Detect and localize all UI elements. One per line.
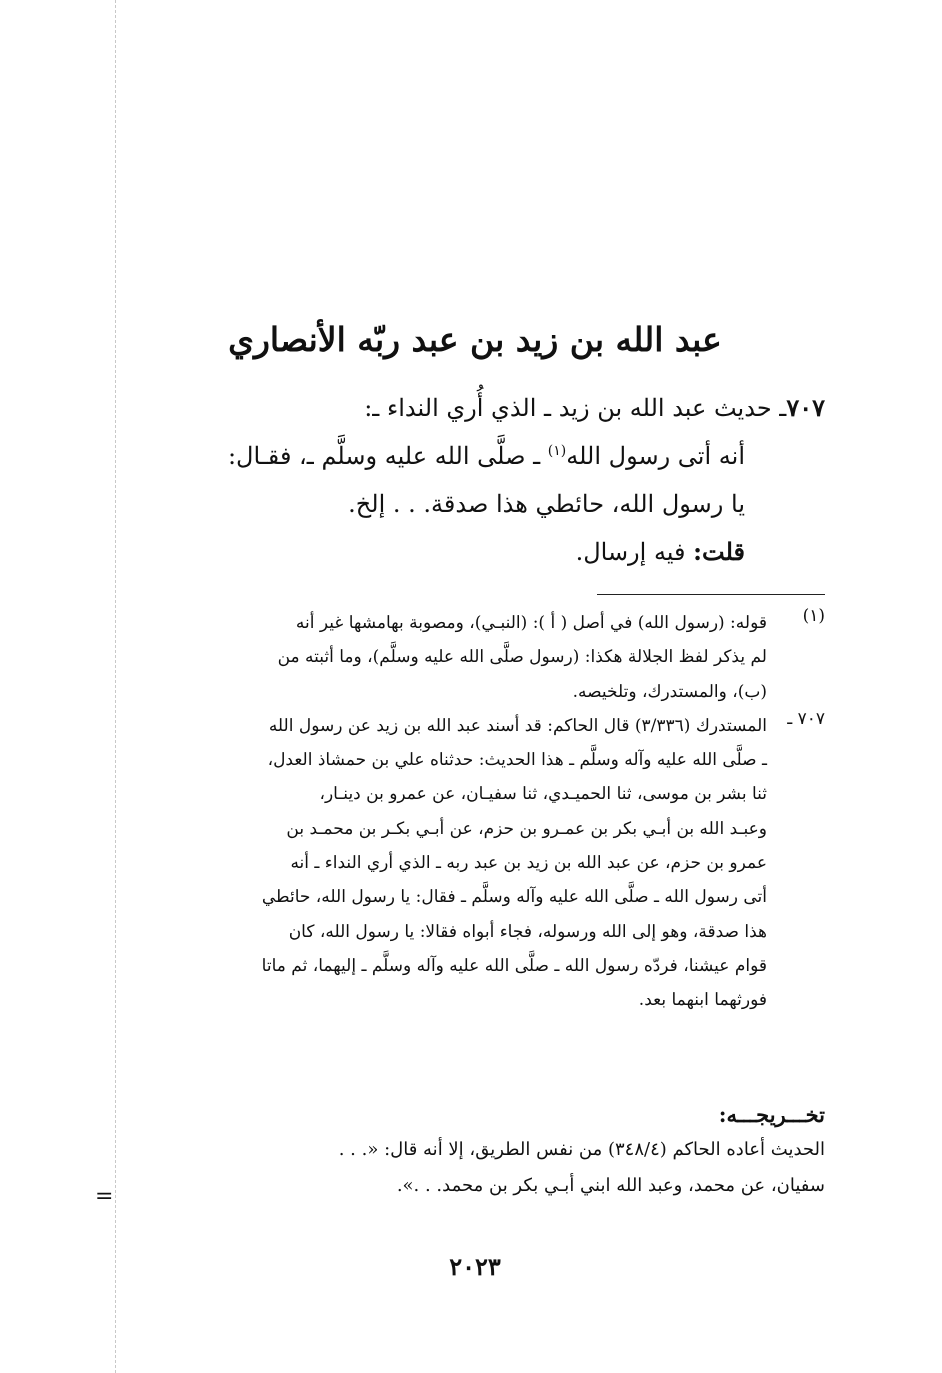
- commentary-number: ٧٠٧ ـ: [787, 708, 825, 729]
- hadith-line-2: [125, 432, 825, 480]
- commentary-line: المستدرك (٣/٣٣٦) قال الحاكم: قد أسند عبد الله بن زيد عن رسول الله: [268, 715, 767, 736]
- hadith-line-3: يا رسول الله، حائطي هذا صدقة. . . إلخ.: [348, 490, 745, 518]
- footnote-line: قوله: (رسول الله) في أصل ( أ ): (النبـي)، ومصوبة بهامشها غير أنه: [295, 613, 767, 633]
- commentary-line: قوام عيشنا، فردّه رسول الله ـ صلَّى الله عليه وآله وسلَّم ـ إليهما، ثم ماتا: [261, 955, 767, 976]
- footnotes: [125, 606, 825, 1018]
- section-heading: عبد الله بن زيد بن عبد ربّه الأنصاري: [228, 320, 722, 359]
- footnote-number: (١): [802, 606, 825, 626]
- takhrij-section: [125, 1098, 825, 1204]
- takhrij-line: سفيان، عن محمد، وعبد الله ابني أبـي بكر بن محمد. . .».: [396, 1175, 825, 1196]
- commentary-line: أتى رسول الله ـ صلَّى الله عليه وآله وسلَّم ـ فقال: يا رسول الله، حائطي: [261, 887, 767, 908]
- qultu-label: قلت:: [693, 537, 745, 566]
- hadith-number: ٧٠٧: [786, 393, 825, 422]
- takhrij-line: الحديث أعاده الحاكم (٣٤٨/٤) من نفس الطريق، إلا أنه قال: «. . .: [338, 1139, 825, 1160]
- continuation-mark: =: [95, 1184, 114, 1209]
- footnote-line: لم يذكر لفظ الجلالة هكذا: (رسول صلَّى الله عليه وسلَّم)، وما أثبته من: [277, 647, 767, 668]
- binding-line: [115, 0, 116, 1373]
- takhrij-title: تخـــريجـــه:: [718, 1102, 825, 1127]
- hadith-text: [125, 384, 825, 576]
- commentary-line: فورثهما ابنهما بعد.: [638, 990, 767, 1011]
- commentary-line: ثنا بشر بن موسى، ثنا الحميـدي، ثنا سفيـان، عن عمرو بن دينـار،: [319, 784, 767, 805]
- commentary-line: عمرو بن حزم، عن عبد الله بن زيد بن عبد ربه ـ الذي أري النداء ـ أنه: [290, 853, 767, 874]
- commentary-707: [125, 709, 825, 1018]
- hadith-title: ـ حديث عبد الله بن زيد ـ الذي أُري النداء ـ:: [364, 394, 787, 422]
- commentary-line: هذا صدقة، وهو إلى الله ورسوله، فجاء أبواه فقالا: يا رسول الله، كان: [288, 921, 767, 942]
- footnote-body: [125, 606, 767, 709]
- commentary-line: وعبـد الله بن أبـي بكر بن عمـرو بن حزم، عن أبـي بكـر بن محمـد بن: [286, 818, 767, 839]
- hadith-line-4: [125, 528, 825, 576]
- footnote-line: (ب)، والمستدرك، وتلخيصه.: [572, 681, 767, 702]
- qultu-text: فيه إرسال.: [575, 538, 694, 566]
- hadith-line-2-a: أنه أتى رسول الله: [566, 442, 745, 470]
- page-number: ٢٠٢٣: [449, 1252, 501, 1281]
- footnote-separator: [597, 594, 825, 595]
- page: [125, 0, 825, 1373]
- footnote-1: [125, 606, 825, 709]
- hadith-line-2-b: ـ صلَّى الله عليه وسلَّم ـ، فقـال:: [227, 442, 548, 470]
- commentary-body: [125, 709, 767, 1018]
- commentary-line: ـ صلَّى الله عليه وآله وسلَّم ـ هذا الحديث: حدثناه علي بن حمشاذ العدل،: [267, 750, 767, 771]
- hadith-line-1: [125, 384, 825, 432]
- footnote-ref: (١): [547, 443, 567, 459]
